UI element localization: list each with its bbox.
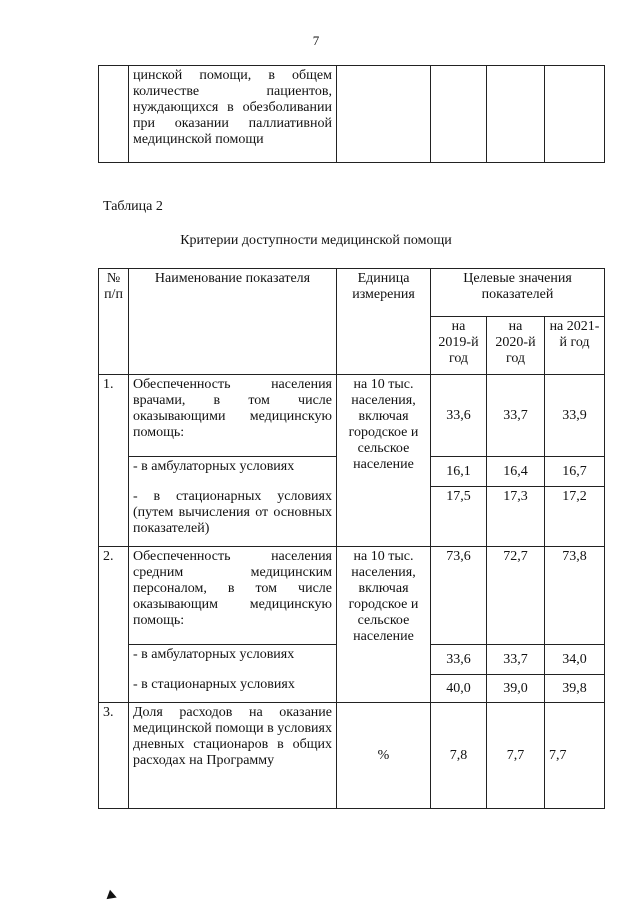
- value-2021: 17,2: [545, 487, 605, 547]
- continued-table: [98, 65, 605, 163]
- header-targets: Целевые значения показателей: [431, 269, 605, 317]
- value-2021: 73,8: [545, 547, 605, 645]
- indicator-name: Обеспеченность населения средним медицинским персоналом, в том числе оказывающим медицинскую помощь:: [129, 547, 337, 645]
- value-2019: 40,0: [431, 675, 487, 703]
- table-cell: [431, 66, 487, 163]
- value-2021: 16,7: [545, 457, 605, 487]
- header-year-2021: на 2021-й год: [545, 317, 605, 375]
- table-row: [99, 66, 605, 163]
- table-row: [99, 547, 605, 645]
- unit-cell: %: [337, 703, 431, 809]
- table-cell: [487, 66, 545, 163]
- table-cell: [99, 66, 129, 163]
- value-2019: 7,8: [431, 703, 487, 809]
- table-row: [99, 375, 605, 457]
- table-cell: [545, 66, 605, 163]
- value-2019: 33,6: [431, 375, 487, 457]
- value-2020: 33,7: [487, 645, 545, 675]
- value-2021: 34,0: [545, 645, 605, 675]
- value-2020: 16,4: [487, 457, 545, 487]
- accessibility-criteria-table: [98, 268, 605, 809]
- indicator-name: - в стационарных условиях (путем вычисления от основных показателей): [129, 487, 337, 547]
- value-2019: 16,1: [431, 457, 487, 487]
- header-unit: Единица измерения: [337, 269, 431, 375]
- value-2021: 33,9: [545, 375, 605, 457]
- header-row: [99, 269, 605, 317]
- indicator-name: - в амбулаторных условиях: [129, 645, 337, 675]
- indicator-name: Обеспеченность населения врачами, в том числе оказывающими медицинскую помощь:: [129, 375, 337, 457]
- header-year-2020: на 2020-й год: [487, 317, 545, 375]
- table-cell: [337, 66, 431, 163]
- value-2019: 73,6: [431, 547, 487, 645]
- value-2020: 33,7: [487, 375, 545, 457]
- indicator-name: - в стационарных условиях: [129, 675, 337, 703]
- page-number: 7: [312, 33, 320, 48]
- value-2020: 17,3: [487, 487, 545, 547]
- continued-indicator-text: цинской помощи, в общем количестве пациентов, нуждающихся в обезболивании при оказании паллиативной медицинской помощи: [129, 66, 337, 163]
- table-row: [99, 703, 605, 809]
- value-2021: 7,7: [545, 703, 605, 809]
- value-2021: 39,8: [545, 675, 605, 703]
- indicator-name: Доля расходов на оказание медицинской помощи в условиях дневных стационаров в общих расходах на Программу: [129, 703, 337, 809]
- value-2020: 7,7: [487, 703, 545, 809]
- unit-cell: на 10 тыс. населения, включая городское и сельское население: [337, 547, 431, 703]
- table-title: Критерии доступности медицинской помощи: [180, 233, 452, 248]
- header-name: Наименование показателя: [129, 269, 337, 375]
- row-number: 1.: [99, 375, 129, 547]
- value-2020: 72,7: [487, 547, 545, 645]
- indicator-name: - в амбулаторных условиях: [129, 457, 337, 487]
- header-num: № п/п: [99, 269, 129, 375]
- row-number: 3.: [99, 703, 129, 809]
- unit-cell: на 10 тыс. населения, включая городское и сельское население: [337, 375, 431, 547]
- value-2019: 33,6: [431, 645, 487, 675]
- row-number: 2.: [99, 547, 129, 703]
- scan-mark-icon: [107, 890, 119, 902]
- header-year-2019: на 2019-й год: [431, 317, 487, 375]
- value-2019: 17,5: [431, 487, 487, 547]
- value-2020: 39,0: [487, 675, 545, 703]
- table-caption: Таблица 2: [103, 199, 163, 214]
